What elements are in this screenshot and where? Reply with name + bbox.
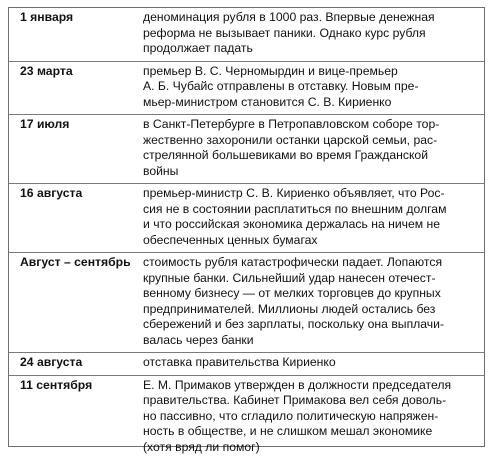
event-description — [139, 184, 484, 253]
event-date: 16 августа — [9, 184, 139, 253]
timeline-row — [9, 184, 484, 253]
description-line: предпринимателей. Миллионы людей остались без — [143, 301, 436, 316]
description-line: и что российская экономика держалась на ничем не — [143, 217, 441, 231]
description-line: крупные банки. Сильнейший удар нанесен отечест- — [143, 270, 436, 285]
timeline-row — [9, 353, 484, 376]
timeline-row — [9, 115, 484, 184]
description-line: (хотя вряд ли помог) — [143, 439, 260, 454]
event-description — [139, 253, 484, 353]
description-line: но пассивно, что сгладило политическую напряжен- — [143, 408, 439, 423]
description-line: стоимость рубля катастрофически падает. Лопаются — [143, 255, 443, 269]
description-line: сия не в состоянии расплатиться по внешним долгам — [143, 201, 447, 216]
event-date: 23 марта — [9, 61, 139, 115]
description-line: ность в обществе, и не слишком мешал экономике — [143, 424, 433, 438]
event-description — [139, 353, 484, 376]
event-description — [139, 375, 484, 459]
description-line: валась через банки — [143, 332, 254, 347]
description-line: в Санкт-Петербурге в Петропавловском соборе тор- — [143, 117, 440, 131]
event-description — [139, 8, 484, 61]
description-line: Е. М. Примаков утвержден в должности председателя — [143, 377, 452, 392]
event-date: Август – сентябрь — [9, 253, 139, 353]
description-line: венному бизнесу — от мелких торговцев до крупных — [143, 286, 441, 300]
description-line: деноминация рубля в 1000 раз. Впервые денежная — [143, 10, 435, 24]
description-line: сбережений и без зарплаты, поскольку она выплачи- — [143, 317, 445, 331]
timeline-table-frame — [8, 7, 485, 454]
description-line: премьер-министр С. В. Кириенко объявляет, что Рос- — [143, 186, 445, 200]
timeline-row — [9, 375, 484, 459]
description-line: мьер-министром становится С. В. Кириенко — [143, 94, 392, 109]
description-line: правительства. Кабинет Примакова вел себя доволь- — [143, 393, 447, 407]
description-line: отставка правительства Кириенко — [143, 355, 336, 369]
event-date: 11 сентября — [9, 375, 139, 459]
timeline-row — [9, 253, 484, 353]
timeline-row — [9, 8, 484, 61]
event-date: 17 июля — [9, 115, 139, 184]
event-date: 24 августа — [9, 353, 139, 376]
description-line: жественно захоронили останки царской семьи, рас- — [143, 132, 438, 147]
timeline-row — [9, 61, 484, 115]
description-line: стрелянной большевиками во время Гражданской — [143, 148, 429, 162]
event-description — [139, 115, 484, 184]
event-description — [139, 61, 484, 115]
description-line: реформа не вызывает паники. Однако курс рубля — [143, 25, 426, 40]
timeline-table — [9, 8, 484, 459]
description-line: продолжает падать — [143, 41, 253, 55]
description-line: войны — [143, 163, 179, 178]
description-line: премьер В. С. Черномырдин и вице-премьер — [143, 63, 398, 78]
event-date: 1 января — [20, 10, 74, 24]
description-line: А. Б. Чубайс отправлены в отставку. Новым пре- — [143, 79, 419, 93]
description-line: обеспеченных ценных бумагах — [143, 232, 318, 247]
